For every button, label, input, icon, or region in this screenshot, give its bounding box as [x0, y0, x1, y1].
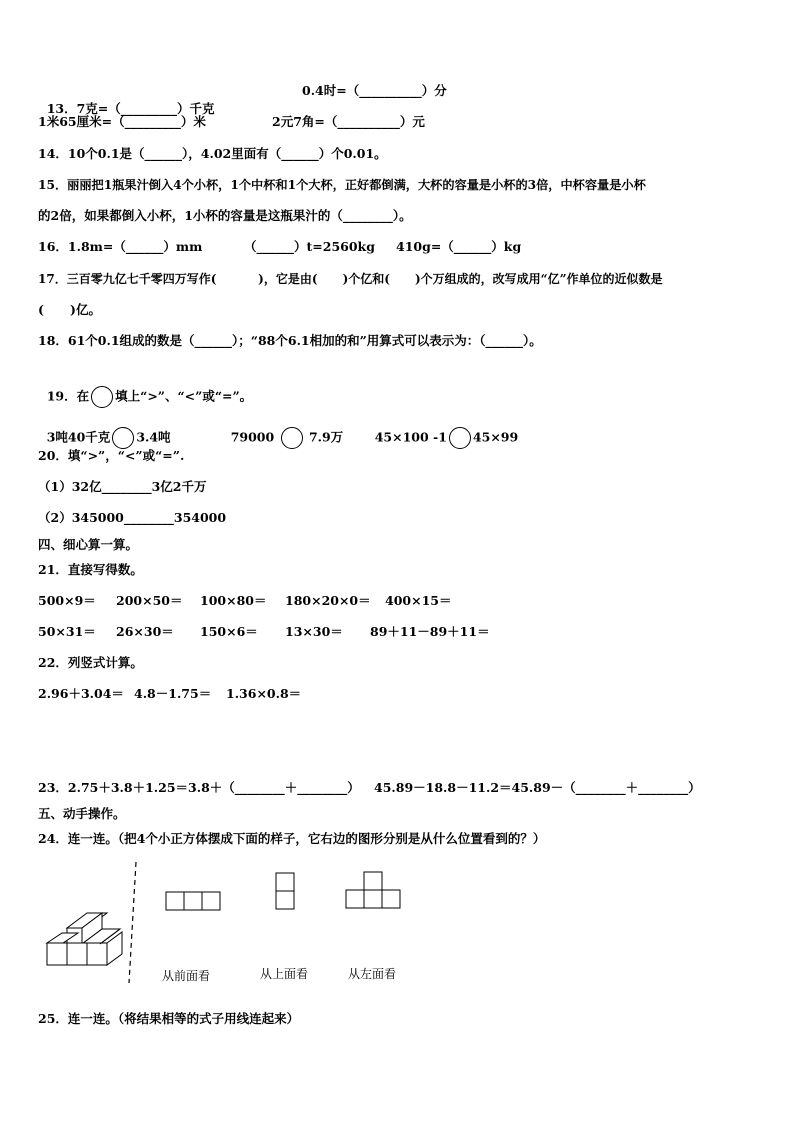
q14-text: 14．10个0.1是（______），4.02里面有（______）个0.01。	[38, 146, 387, 161]
compare-circle-icon[interactable]	[281, 427, 303, 449]
section-5-heading: 五、动手操作。	[38, 806, 126, 821]
q17-line1: 17．三百零九亿七千零四万写作( )，它是由( )个亿和( )个万组成的，改写成用“亿”作单位的近似数是	[38, 272, 663, 286]
compare-circle-icon[interactable]	[449, 427, 471, 449]
q19-intro: 19．在 填上“>”、“<”或“=”。	[38, 368, 252, 408]
view-top-shape	[276, 873, 294, 909]
q21-intro: 21．直接写得数。	[38, 562, 143, 577]
q21-r2-1: 50×31＝	[38, 624, 96, 639]
q20-intro: 20．填“>”，“<”或“=”.	[38, 448, 185, 463]
view-left-shape	[346, 872, 400, 908]
compare-circle-icon	[91, 386, 113, 408]
label-left-view: 从左面看	[348, 967, 397, 981]
q21-r1-5: 400×15＝	[385, 593, 452, 608]
q22-item-3: 1.36×0.8＝	[226, 686, 302, 701]
q21-r1-1: 500×9＝	[38, 593, 96, 608]
q13b-part-b: 2元7角=（__________）元	[272, 114, 425, 129]
divider-dashed-line	[129, 862, 136, 983]
q22-item-1: 2.96＋3.04＝	[38, 686, 124, 701]
q16-part-b: （______）t=2560kg	[244, 239, 375, 254]
q16-part-a: 16．1.8m=（______）mm	[38, 239, 203, 254]
q15-line2: 的2倍，如果都倒入小杯，1小杯的容量是这瓶果汁的（________）。	[38, 208, 412, 223]
q25-text: 25．连一连。（将结果相等的式子用线连起来）	[38, 1011, 300, 1026]
q13-part-b: 0.4时=（__________）分	[302, 83, 447, 98]
q24-intro: 24．连一连。（把4个小正方体摆成下面的样子，它右边的图形分别是从什么位置看到的？）	[38, 831, 546, 846]
q21-r2-2: 26×30＝	[116, 624, 174, 639]
q15-line1: 15．丽丽把1瓶果汁倒入4个小杯，1个中杯和1个大杯，正好都倒满，大杯的容量是小杯的3倍，中杯容量是小杯	[38, 178, 646, 192]
q18-text: 18．61个0.1组成的数是（______）；“88个6.1相加的和”用算式可以表示为：（______）。	[38, 333, 542, 348]
q23-part-b: 45.89－18.8－11.2＝45.89－（________＋________）	[374, 780, 701, 795]
q13-part-a: 13．7克=（_________）千克	[46, 101, 215, 116]
q19-item-3: 45×100 -1 45×99	[366, 409, 518, 449]
q21-r1-2: 200×50＝	[116, 593, 183, 608]
q20-item-2: （2）345000________354000	[38, 510, 227, 525]
q19-item-1: 3吨40千克 3.4吨	[38, 409, 171, 449]
q22-intro: 22．列竖式计算。	[38, 655, 143, 670]
stacked-cubes-icon	[47, 913, 122, 965]
q19-item-2: 79000 7.9万	[222, 409, 343, 449]
q23-part-a: 23．2.75＋3.8＋1.25＝3.8＋（________＋________）	[38, 780, 360, 795]
q16-part-c: 410g=（______）kg	[396, 239, 522, 254]
q21-r2-3: 150×6＝	[200, 624, 258, 639]
q21-r2-4: 13×30＝	[285, 624, 343, 639]
q13b-part-a: 1米65厘米=（_________）米	[38, 114, 206, 129]
q21-r1-4: 180×20×0＝	[285, 593, 371, 608]
view-front-shape	[166, 892, 220, 910]
q20-item-1: （1）32亿________3亿2千万	[38, 479, 207, 494]
q21-r1-3: 100×80＝	[200, 593, 267, 608]
label-top-view: 从上面看	[260, 967, 309, 981]
label-front-view: 从前面看	[162, 969, 211, 983]
q21-r2-5: 89＋11－89＋11＝	[370, 624, 490, 639]
q22-item-2: 4.8－1.75＝	[134, 686, 212, 701]
q17-line2: ( )亿。	[38, 302, 101, 317]
section-4-heading: 四、细心算一算。	[38, 537, 139, 552]
compare-circle-icon[interactable]	[112, 427, 134, 449]
